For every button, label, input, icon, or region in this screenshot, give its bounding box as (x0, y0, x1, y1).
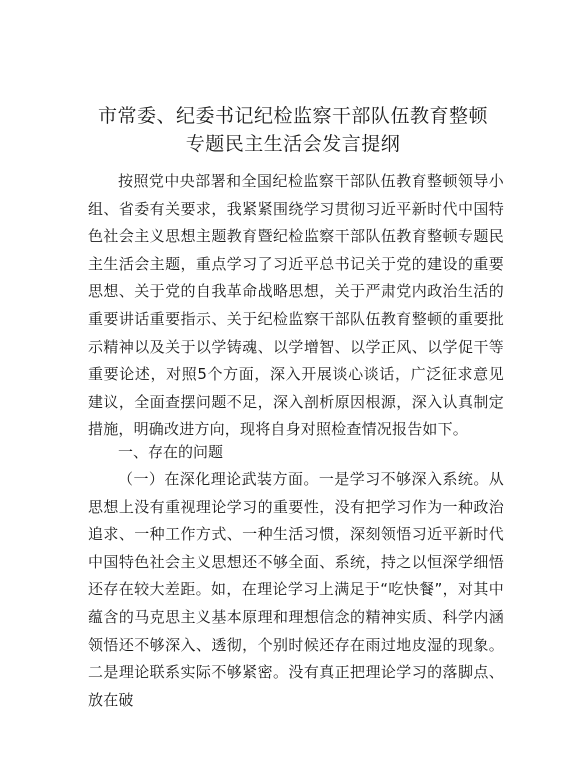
problems-paragraph: （一）在深化理论武装方面。一是学习不够深入系统。从思想上没有重视理论学习的重要性，没有把学习作为一种政治追求、一种工作方式、一种生活习惯，深刻领悟习近平新时代中国特色社会主义思想还不够全面、系统，持之以恒深学细悟还存在较大差距。如，在理论学习上满足于“吃快餐”，对其中蕴含的马克思主义基本原理和理想信念的精神实质、科学内涵领悟还不够深入、透彻，个别时候还存在雨过地皮湿的现象。二是理论联系实际不够紧密。没有真正把理论学习的落脚点、放在破 (88, 470, 504, 709)
document-title-line-1: 市常委、纪委书记纪检监察干部队伍教育整顿 (97, 105, 488, 127)
section-heading-problems: 一、存在的问题 (118, 443, 224, 461)
intro-paragraph: 按照党中央部署和全国纪检监察干部队伍教育整顿领导小组、省委有关要求，我紧紧围绕学习贯彻习近平新时代中国特色社会主义思想主题教育暨纪检监察干部队伍教育整顿专题民主生活会主题，重点学习了习近平总书记关于党的建设的重要思想、关于党的自我革命战略思想，关于严肃党内政治生活的重要讲话重要指示、关于纪检监察干部队伍教育整顿的重要批示精神以及关于以学铸魂、以学增智、以学正风、以学促干等重要论述，对照5个方面，深入开展谈心谈话，广泛征求意见建议，全面查摆问题不足，深入剖析原因根源，深入认真制定措施，明确改进方向，现将自身对照检查情况报告如下。 (88, 172, 504, 439)
document-title-line-2: 专题民主生活会发言提纲 (185, 133, 401, 155)
